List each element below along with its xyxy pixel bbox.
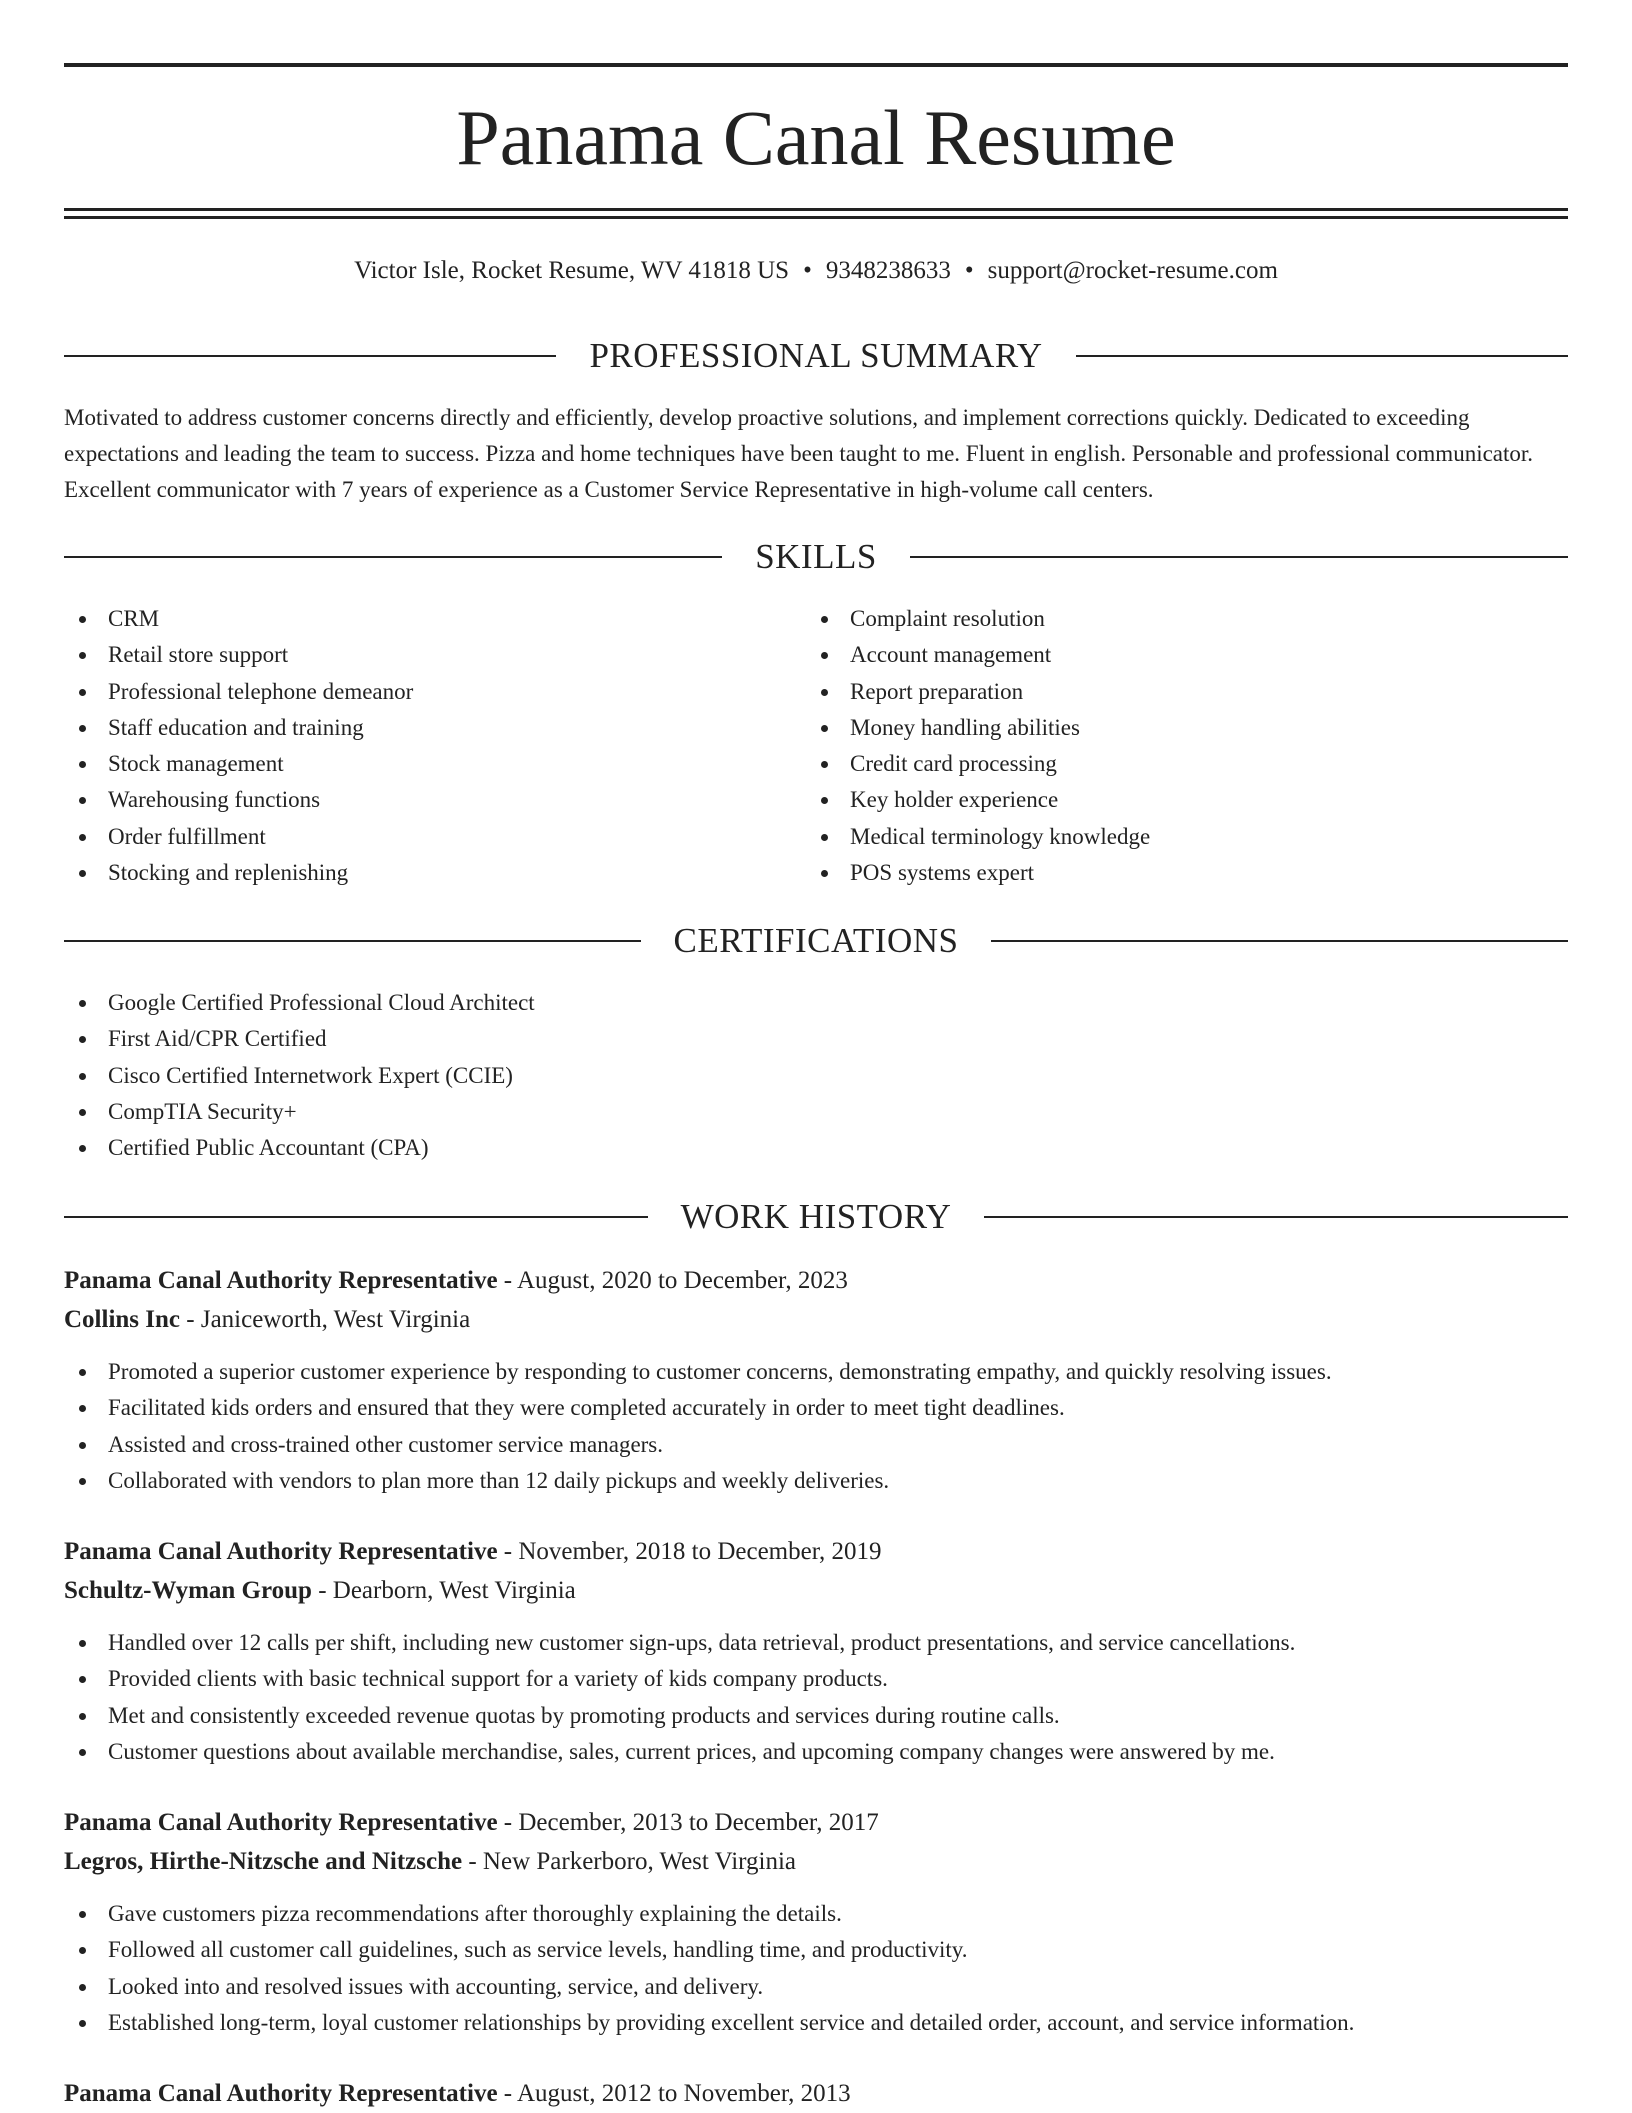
skill-item: Complaint resolution xyxy=(806,601,1568,637)
summary-text: Motivated to address customer concerns directly and efficiently, develop proactive solutions, and implement corrections quickly. Dedicated to exceeding expectations and leading the team to success. Pizza and home techniques have been taught to me. Fluent in english. Personable and professional communicator. Excellent communicator with 7 years of experience as a Customer Service Representative in high-volume call centers. xyxy=(64,405,1534,502)
job-location: - New Parkerboro, West Virginia xyxy=(462,1848,797,1875)
job-title-line xyxy=(64,1262,1568,1300)
contact-separator: • xyxy=(964,257,974,284)
job-company-line xyxy=(64,1572,1568,1610)
skill-item: Account management xyxy=(806,637,1568,673)
job-company: Schultz-Wyman Group xyxy=(64,1577,312,1604)
job-entry xyxy=(64,2075,1568,2113)
skill-item: Report preparation xyxy=(806,674,1568,710)
job-entry xyxy=(64,1533,1568,1770)
job-bullet: Handled over 12 calls per shift, including new customer sign-ups, data retrieval, product presentations, and service cancellations. xyxy=(64,1625,1568,1661)
job-dates: - November, 2018 to December, 2019 xyxy=(497,1538,882,1565)
job-title: Panama Canal Authority Representative xyxy=(64,1267,498,1294)
job-bullet: Looked into and resolved issues with accounting, service, and delivery. xyxy=(64,1969,1568,2005)
job-bullet: Collaborated with vendors to plan more than 12 daily pickups and weekly deliveries. xyxy=(64,1463,1568,1499)
job-entry xyxy=(64,1262,1568,1499)
job-bullet: Facilitated kids orders and ensured that they were completed accurately in order to meet tight deadlines. xyxy=(64,1390,1568,1426)
certification-item: Google Certified Professional Cloud Architect xyxy=(64,985,1568,1021)
skill-item: Order fulfillment xyxy=(64,819,804,855)
section-heading-certifications xyxy=(64,919,1568,963)
header-double-rule-lower xyxy=(64,216,1568,219)
section-rule xyxy=(984,1216,1568,1218)
skills-list-left xyxy=(64,601,804,891)
contact-address: Victor Isle, Rocket Resume, WV 41818 US xyxy=(354,257,790,284)
section-heading-skills xyxy=(64,535,1568,579)
skill-item: Stocking and replenishing xyxy=(64,855,804,891)
job-title-line xyxy=(64,1804,1568,1842)
section-rule xyxy=(64,1216,648,1218)
skill-item: Money handling abilities xyxy=(806,710,1568,746)
section-rule xyxy=(1076,355,1568,357)
job-bullets xyxy=(64,1354,1568,1499)
skill-item: POS systems expert xyxy=(806,855,1568,891)
job-company: Legros, Hirthe-Nitzsche and Nitzsche xyxy=(64,1848,463,1875)
certification-item: Cisco Certified Internetwork Expert (CCIE) xyxy=(64,1058,1568,1094)
contact-phone: 9348238633 xyxy=(825,257,951,284)
job-bullet: Established long-term, loyal customer relationships by providing excellent service and detailed order, account, and service information. xyxy=(64,2005,1568,2041)
job-bullets xyxy=(64,1625,1568,1770)
section-rule xyxy=(64,355,556,357)
section-title: SKILLS xyxy=(755,537,877,576)
skill-item: CRM xyxy=(64,601,804,637)
job-location: - Janiceworth, West Virginia xyxy=(180,1306,471,1333)
section-rule xyxy=(910,556,1568,558)
job-title-line xyxy=(64,2075,1568,2113)
header-top-rule xyxy=(64,63,1568,67)
section-heading-summary xyxy=(64,334,1568,378)
job-title: Panama Canal Authority Representative xyxy=(64,2080,498,2107)
certification-item: First Aid/CPR Certified xyxy=(64,1021,1568,1057)
section-rule xyxy=(991,940,1568,942)
section-rule xyxy=(64,940,641,942)
job-location: - Dearborn, West Virginia xyxy=(311,1577,576,1604)
job-bullet: Gave customers pizza recommendations after thoroughly explaining the details. xyxy=(64,1896,1568,1932)
skill-item: Credit card processing xyxy=(806,746,1568,782)
job-title: Panama Canal Authority Representative xyxy=(64,1809,498,1836)
skill-item: Stock management xyxy=(64,746,804,782)
job-dates: - August, 2020 to December, 2023 xyxy=(497,1267,848,1294)
skill-item: Key holder experience xyxy=(806,782,1568,818)
job-bullet: Promoted a superior customer experience by responding to customer concerns, demonstrating empathy, and quickly resolving issues. xyxy=(64,1354,1568,1390)
contact-email: support@rocket-resume.com xyxy=(987,257,1278,284)
contact-separator: • xyxy=(803,257,812,284)
section-title: PROFESSIONAL SUMMARY xyxy=(589,336,1043,375)
job-bullets xyxy=(64,1896,1568,2041)
contact-line xyxy=(64,254,1568,288)
skill-item: Professional telephone demeanor xyxy=(64,674,804,710)
job-bullet: Provided clients with basic technical support for a variety of kids company products. xyxy=(64,1661,1568,1697)
skill-item: Medical terminology knowledge xyxy=(806,819,1568,855)
job-company-line xyxy=(64,1301,1568,1339)
certifications-list xyxy=(64,985,1568,1166)
section-title: CERTIFICATIONS xyxy=(673,921,959,960)
job-bullet: Assisted and cross-trained other customer service managers. xyxy=(64,1427,1568,1463)
skill-item: Warehousing functions xyxy=(64,782,804,818)
header-double-rule-upper xyxy=(64,208,1568,211)
job-company: Collins Inc xyxy=(64,1306,181,1333)
skill-item: Staff education and training xyxy=(64,710,804,746)
section-heading-work-history xyxy=(64,1195,1568,1239)
job-company-line xyxy=(64,1843,1568,1881)
resume-title: Panama Canal Resume xyxy=(456,94,1176,181)
section-title: WORK HISTORY xyxy=(680,1197,952,1236)
certification-item: Certified Public Accountant (CPA) xyxy=(64,1130,1568,1166)
certification-item: CompTIA Security+ xyxy=(64,1094,1568,1130)
job-bullet: Followed all customer call guidelines, such as service levels, handling time, and productivity. xyxy=(64,1932,1568,1968)
job-dates: - December, 2013 to December, 2017 xyxy=(497,1809,879,1836)
job-title: Panama Canal Authority Representative xyxy=(64,1538,498,1565)
job-entry xyxy=(64,1804,1568,2041)
job-dates: - August, 2012 to November, 2013 xyxy=(497,2080,851,2107)
job-title-line xyxy=(64,1533,1568,1571)
skill-item: Retail store support xyxy=(64,637,804,673)
section-rule xyxy=(64,556,722,558)
job-bullet: Met and consistently exceeded revenue quotas by promoting products and services during routine calls. xyxy=(64,1698,1568,1734)
skills-list-right xyxy=(806,601,1568,891)
job-bullet: Customer questions about available merchandise, sales, current prices, and upcoming company changes were answered by me. xyxy=(64,1734,1568,1770)
